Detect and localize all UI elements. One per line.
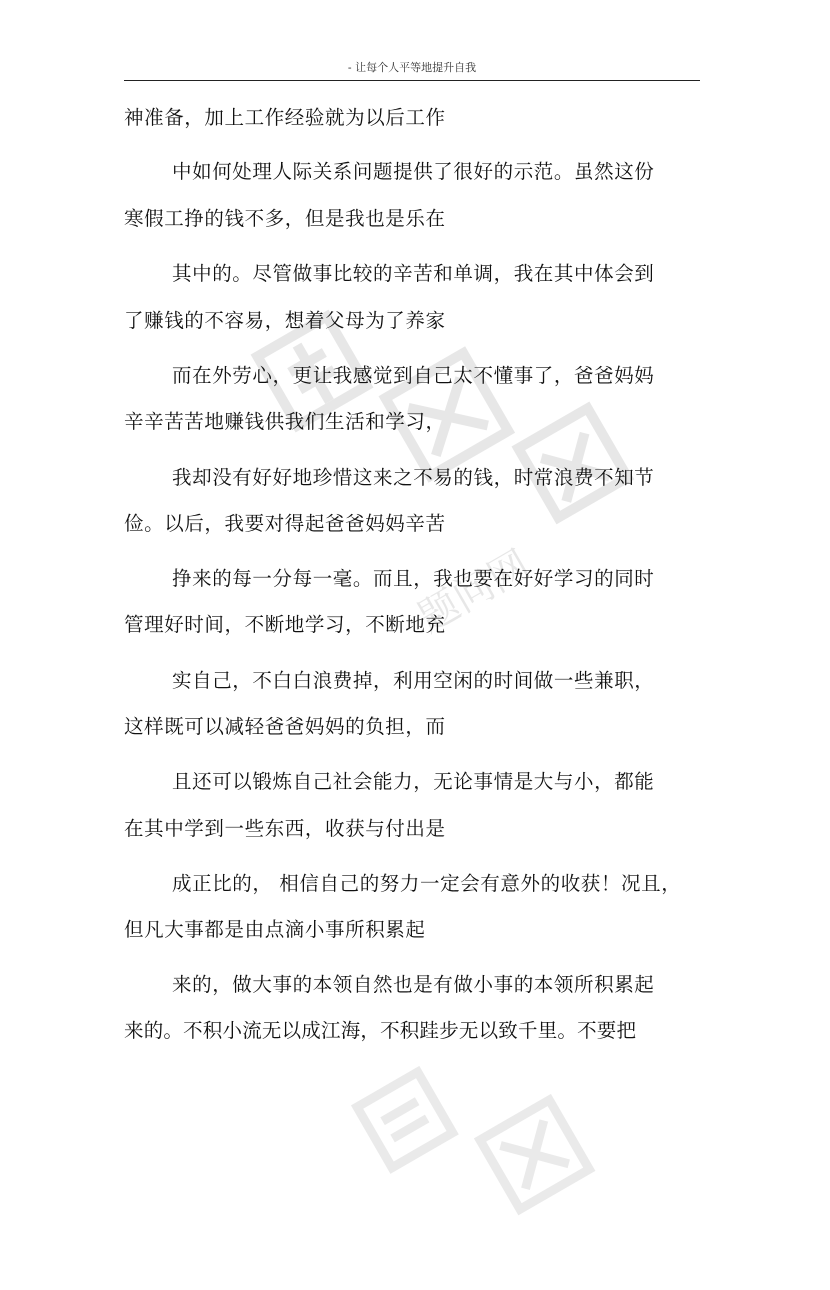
body-line: 其中的。尽管做事比较的辛苦和单调，我在其中体会到	[172, 262, 655, 285]
body-line: 且还可以锻炼自己社会能力，无论事情是大与小，都能	[172, 770, 655, 793]
body-line: 而在外劳心，更让我感觉到自己太不懂事了，爸爸妈妈	[172, 364, 655, 387]
body-line: 这样既可以减轻爸爸妈妈的负担，而	[124, 715, 446, 738]
body-line: 挣来的每一分每一毫。而且，我也要在好好学习的同时	[172, 567, 655, 590]
body-line: 神准备，加上工作经验就为以后工作	[124, 106, 446, 129]
body-line: 实自己，不白白浪费掉，利用空闲的时间做一些兼职，	[172, 669, 655, 692]
body-line: 但凡大事都是由点滴小事所积累起	[124, 918, 426, 941]
body-line: 俭。以后，我要对得起爸爸妈妈辛苦	[124, 512, 446, 535]
header-text: - 让每个人平等地提升自我	[347, 61, 477, 74]
body-line: 中如何处理人际关系问题提供了很好的示范。虽然这份	[172, 160, 655, 183]
body-line: 在其中学到一些东西，收获与付出是	[124, 817, 446, 840]
body-line: 我却没有好好地珍惜这来之不易的钱，时常浪费不知节	[172, 466, 655, 489]
body-line: 来的。不积小流无以成江海，不积跬步无以致千里。不要把	[124, 1019, 637, 1042]
watermark-text: 题问网	[410, 541, 538, 642]
body-line: 来的，做大事的本领自然也是有做小事的本领所积累起	[172, 973, 655, 996]
page-header	[124, 60, 700, 81]
body-line: 寒假工挣的钱不多，但是我也是乐在	[124, 207, 446, 230]
body-line: 管理好时间，不断地学习，不断地充	[124, 613, 446, 636]
body-line: 成正比的， 相信自己的努力一定会有意外的收获！况且，	[172, 872, 682, 895]
body-line: 了赚钱的不容易，想着父母为了养家	[124, 309, 446, 332]
body-line: 辛辛苦苦地赚钱供我们生活和学习，	[124, 410, 446, 433]
